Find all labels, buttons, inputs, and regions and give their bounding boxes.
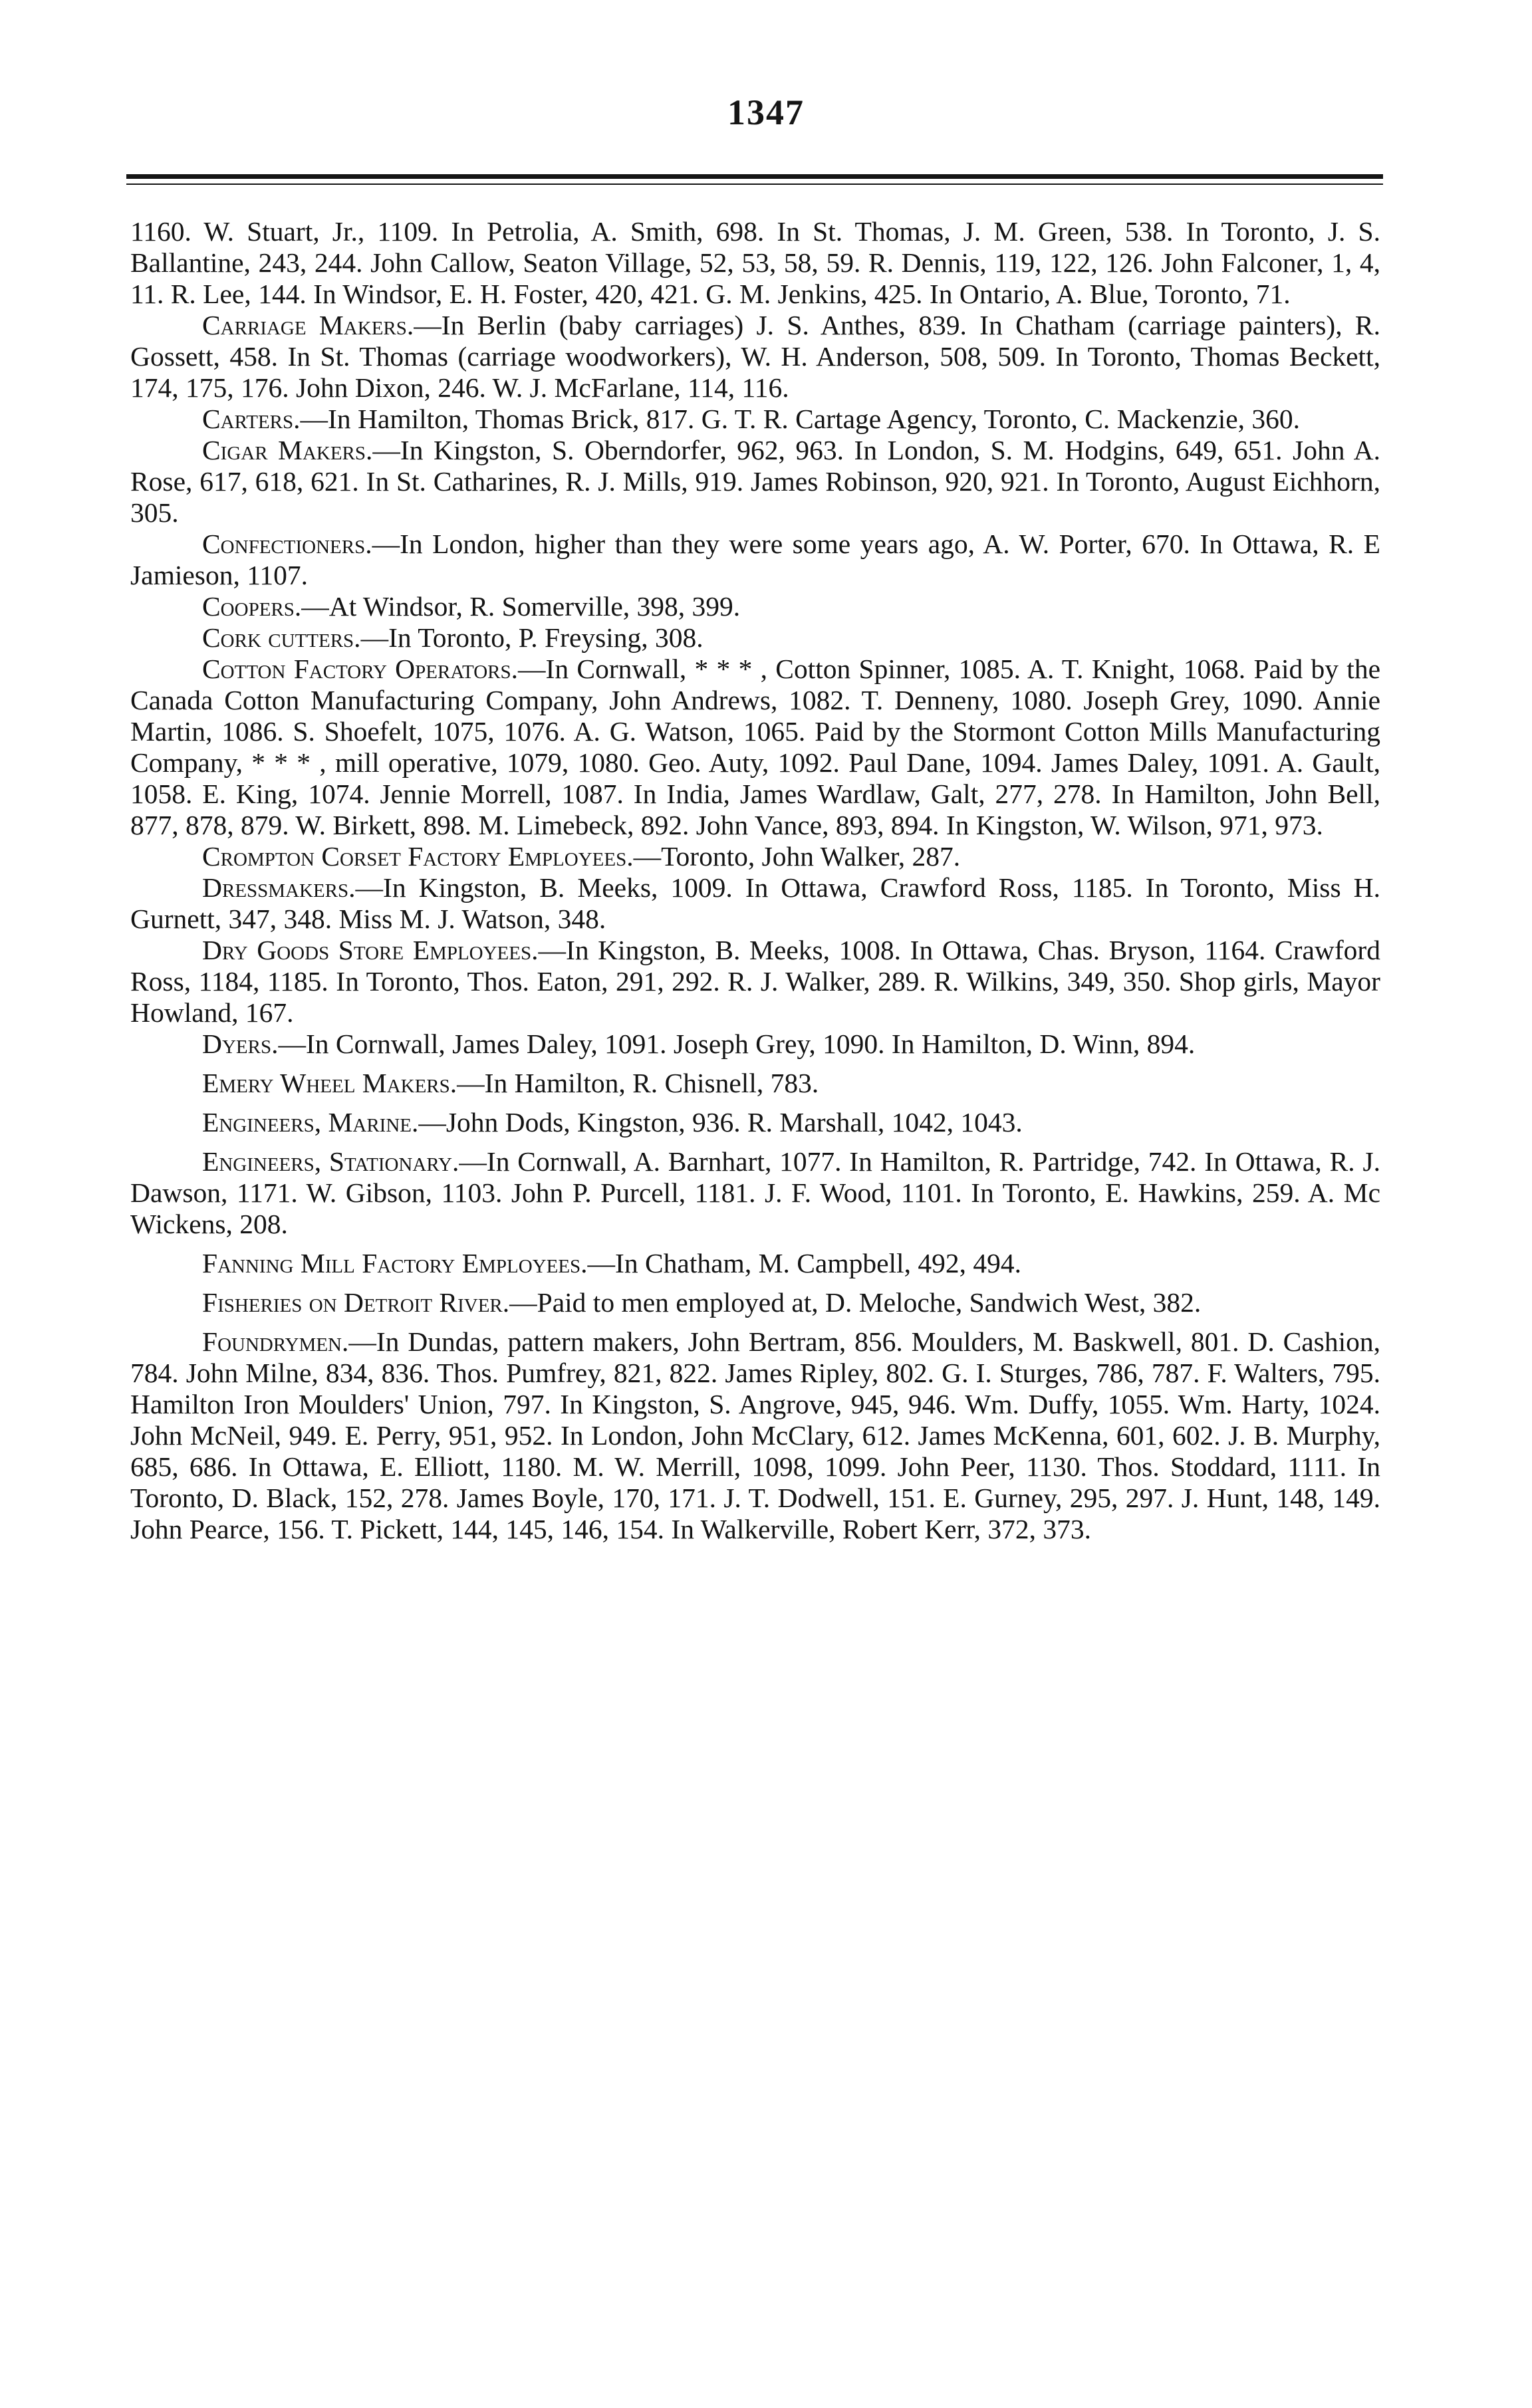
entry-text: —In Dundas, pattern makers, John Bertram, 856. Moulders, M. Baskwell, 801. D. Cashion, 784. John Milne, 834, 836. Thos. Pumfrey, 821, 822. James Ripley, 802. G. I. Sturges, 786, 787. F. Walters, 795. Hamilton Iron Moulders' Union, 797. In Kingston, S. Angrove, 945, 946. Wm. Duffy, 1055. Wm. Harty, 1024. John McNeil, 949. E. Perry, 951, 952. In London, John McClary, 612. James McKenna, 601, 602. J. B. Murphy, 685, 686. In Ottawa, E. Elliott, 1180. M. W. Merrill, 1098, 1099. John Peer, 1130. Thos. Stoddard, 1111. In Toronto, D. Black, 152, 278. James Boyle, 170, 171. J. T. Dodwell, 151. E. Gurney, 295, 297. J. Hunt, 148, 149. John Pearce, 156. T. Pickett, 144, 145, 146, 154. In Walkerville, Robert Kerr, 372, 373.: [130, 1326, 1380, 1544]
entry-fisheries: [130, 1287, 1380, 1318]
entry-text: 1160. W. Stuart, Jr., 1109. In Petrolia, A. Smith, 698. In St. Thomas, J. M. Green, 538. In Toronto, J. S. Ballantine, 243, 244. John Callow, Seaton Village, 52, 53, 58, 59. R. Dennis, 119, 122, 126. John Falconer, 1, 4, 11. R. Lee, 144. In Windsor, E. H. Foster, 420, 421. G. M. Jenkins, 425. In Ontario, A. Blue, Toronto, 71.: [130, 216, 1380, 309]
entry-heading: Carters.: [202, 404, 301, 434]
entry-text: —John Dods, Kingston, 936. R. Marshall, 1042, 1043.: [418, 1107, 1023, 1138]
entry-heading: Engineers, Stationary.: [202, 1146, 459, 1177]
entry-heading: Confectioners.: [202, 529, 372, 559]
entry-text: —Toronto, John Walker, 287.: [633, 841, 961, 872]
entry-dry-goods: [130, 935, 1380, 1028]
entry-confectioners: [130, 529, 1380, 591]
entry-text: —In Cornwall, James Daley, 1091. Joseph Grey, 1090. In Hamilton, D. Winn, 894.: [278, 1028, 1196, 1059]
entry-text: —Paid to men employed at, D. Meloche, Sandwich West, 382.: [509, 1287, 1202, 1318]
entry-dressmakers: [130, 872, 1380, 935]
entry-crompton-corset: [130, 841, 1380, 872]
entry-text: —In Hamilton, Thomas Brick, 817. G. T. R. Cartage Agency, Toronto, C. Mackenzie, 360.: [300, 404, 1301, 434]
entry-carters: [130, 404, 1380, 435]
entry-heading: Dressmakers.: [202, 872, 356, 903]
entry-text: —In Cornwall, A. Barnhart, 1077. In Hamilton, R. Partridge, 742. In Ottawa, R. J. Dawson, 1171. W. Gibson, 1103. John P. Purcell, 1181. J. F. Wood, 1101. In Toronto, E. Hawkins, 259. A. Mc Wickens, 208.: [130, 1146, 1380, 1239]
entry-text: —In Hamilton, R. Chisnell, 783.: [457, 1068, 819, 1098]
entry-text: —In Kingston, B. Meeks, 1008. In Ottawa, Chas. Bryson, 1164. Crawford Ross, 1184, 1185. In Toronto, Thos. Eaton, 291, 292. R. J. Walker, 289. R. Wilkins, 349, 350. Shop girls, Mayor Howland, 167.: [130, 935, 1380, 1028]
page-number: 1347: [727, 92, 805, 132]
entry-heading: Dyers.: [202, 1028, 279, 1059]
header-rule-thin: [126, 183, 1383, 185]
header-rule-thick: [126, 174, 1383, 179]
entry-dyers: [130, 1028, 1380, 1060]
entry-engineers-marine: [130, 1107, 1380, 1138]
entry-text: —At Windsor, R. Somerville, 398, 399.: [301, 591, 741, 622]
entry-cigar-makers: [130, 435, 1380, 529]
entry-heading: Fisheries on Detroit River.: [202, 1287, 510, 1318]
entry-text: —In London, higher than they were some years ago, A. W. Porter, 670. In Ottawa, R. E Jamieson, 1107.: [130, 529, 1380, 590]
entry-coopers: [130, 591, 1380, 622]
entry-continuation: [130, 216, 1380, 310]
entry-carriage-makers: [130, 310, 1380, 404]
entry-text: —In Toronto, P. Freysing, 308.: [360, 622, 703, 653]
entry-heading: Cotton Factory Operators.: [202, 654, 519, 684]
entry-fanning-mill: [130, 1248, 1380, 1279]
document-body: [130, 216, 1380, 1545]
entry-emery-wheel: [130, 1068, 1380, 1099]
entry-heading: Foundrymen.: [202, 1326, 349, 1357]
entry-heading: Cigar Makers.: [202, 435, 373, 465]
entry-heading: Coopers.: [202, 591, 302, 622]
entry-text: —In Kingston, S. Oberndorfer, 962, 963. In London, S. M. Hodgins, 649, 651. John A. Rose, 617, 618, 621. In St. Catharines, R. J. Mills, 919. James Robinson, 920, 921. In Toronto, August Eichhorn, 305.: [130, 435, 1381, 528]
entry-text: —In Berlin (baby carriages) J. S. Anthes, 839. In Chatham (carriage painters), R. Gossett, 458. In St. Thomas (carriage woodworkers), W. H. Anderson, 508, 509. In Toronto, Thomas Beckett, 174, 175, 176. John Dixon, 246. W. J. McFarlane, 114, 116.: [130, 310, 1380, 403]
entry-heading: Crompton Corset Factory Employees.: [202, 841, 634, 872]
entry-text: —In Cornwall, * * * , Cotton Spinner, 1085. A. T. Knight, 1068. Paid by the Canada Cotton Manufacturing Company, John Andrews, 1082. T. Denneny, 1080. Joseph Grey, 1090. Annie Martin, 1086. S. Shoefelt, 1075, 1076. A. G. Watson, 1065. Paid by the Stormont Cotton Mills Manufacturing Company, * * * , mill operative, 1079, 1080. Geo. Auty, 1092. Paul Dane, 1094. James Daley, 1091. A. Gault, 1058. E. King, 1074. Jennie Morrell, 1087. In India, James Wardlaw, Galt, 277, 278. In Hamilton, John Bell, 877, 878, 879. W. Birkett, 898. M. Limebeck, 892. John Vance, 893, 894. In Kingston, W. Wilson, 971, 973.: [130, 654, 1380, 840]
entry-engineers-stationary: [130, 1146, 1380, 1240]
entry-heading: Engineers, Marine.: [202, 1107, 419, 1138]
entry-text: —In Kingston, B. Meeks, 1009. In Ottawa, Crawford Ross, 1185. In Toronto, Miss H. Gurnett, 347, 348. Miss M. J. Watson, 348.: [130, 872, 1380, 934]
entry-heading: Fanning Mill Factory Employees.: [202, 1248, 588, 1278]
entry-cork-cutters: [130, 622, 1380, 654]
entry-heading: Emery Wheel Makers.: [202, 1068, 457, 1098]
entry-cotton-factory-operators: [130, 654, 1380, 841]
entry-heading: Cork cutters.: [202, 622, 361, 653]
entry-heading: Carriage Makers.: [202, 310, 414, 340]
entry-foundrymen: [130, 1326, 1380, 1545]
entry-heading: Dry Goods Store Employees.: [202, 935, 539, 965]
entry-text: —In Chatham, M. Campbell, 492, 494.: [587, 1248, 1021, 1278]
